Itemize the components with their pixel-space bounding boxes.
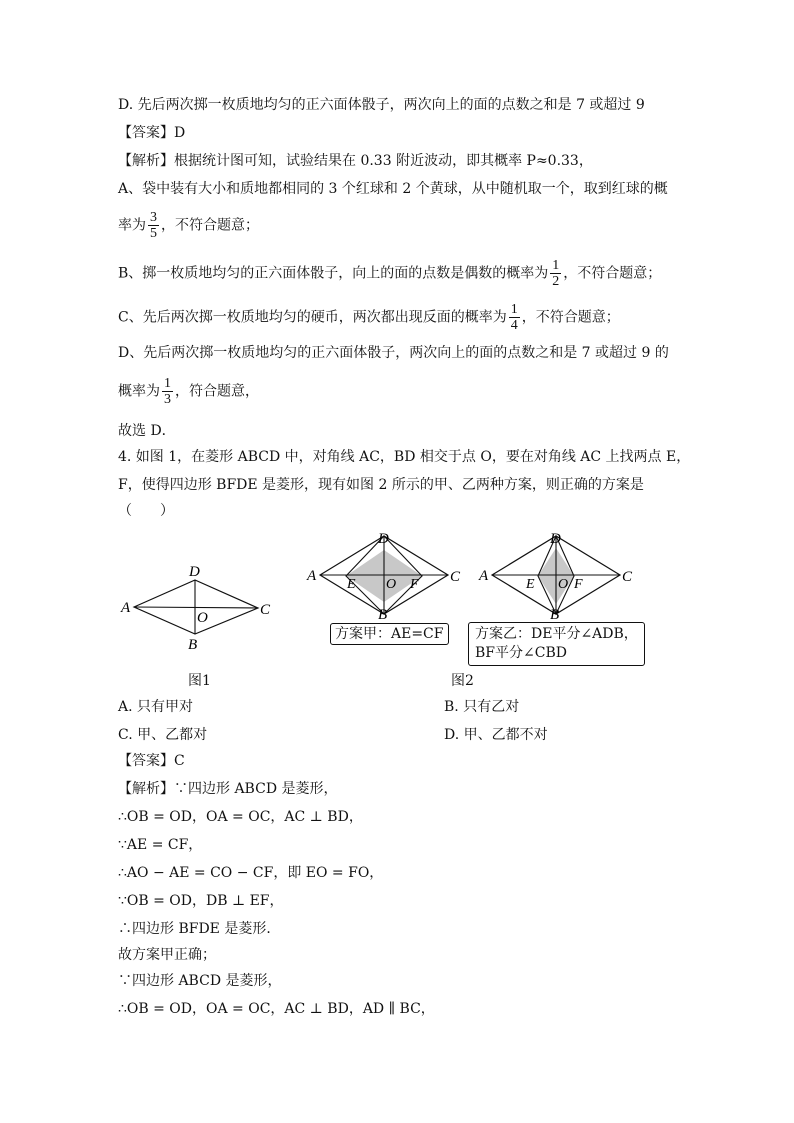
solution-line-9: ∴OB = OD，OA = OC，AC ⊥ BD，AD ∥ BC， (118, 1001, 435, 1017)
label-e: E (347, 577, 356, 592)
figure-1-rhombus (118, 560, 278, 660)
label-b: B (188, 637, 198, 653)
diagonal-ac (134, 607, 258, 608)
frac-num: 1 (164, 376, 171, 391)
frac-num: 1 (510, 302, 518, 317)
text-post: ，符合题意， (175, 383, 259, 400)
question-4-line2: F，使得四边形 BFDE 是菱形，现有如图 2 所示的甲、乙两种方案，则正确的方案是 (118, 477, 644, 493)
choose-answer: 故选 D． (118, 423, 176, 439)
text-post: ，不符合题意； (563, 265, 662, 282)
analysis-d-line1: D、先后两次掷一枚质地均匀的正六面体骰子，两次向上的面的点数之和是 7 或超过 9 的 (118, 345, 669, 361)
label-e: E (526, 577, 535, 592)
fraction-1-2 (550, 258, 561, 289)
fraction-1-4 (509, 302, 520, 333)
solution-line-2: ∴OB = OD，OA = OC，AC ⊥ BD， (118, 809, 363, 825)
frac-den: 4 (510, 318, 518, 333)
frac-den: 2 (552, 274, 560, 289)
solution-line-6: ∴四边形 BFDE 是菱形． (118, 921, 281, 937)
label-d: D (378, 531, 389, 547)
analysis-a-line1: A、袋中装有大小和质地都相同的 3 个红球和 2 个黄球，从中随机取一个，取到红球的概 (118, 181, 668, 197)
label-a: A (479, 568, 489, 584)
label-o: O (386, 577, 397, 592)
figure-2-plan-yi (474, 526, 644, 626)
option-d-previous-question: D. 先后两次掷一枚质地均匀的正六面体骰子，两次向上的面的点数之和是 7 或超过 9 (118, 97, 645, 113)
text-pre: 概率为 (118, 383, 160, 400)
option-b: B. 只有乙对 (444, 699, 520, 715)
label-c: C (450, 569, 461, 585)
figure-2-plan-jia (302, 526, 472, 626)
label-b: B (378, 607, 388, 623)
question-4-line3: （ ） (118, 503, 174, 519)
plan-yi-text-2: BF平分∠CBD (475, 645, 567, 661)
text-post: ，不符合题意； (161, 217, 259, 234)
option-c: C. 甲、乙都对 (118, 727, 208, 743)
label-c: C (260, 602, 271, 618)
figure-2-caption: 图2 (451, 673, 474, 689)
label-o: O (197, 610, 208, 626)
fraction-1-3 (162, 376, 173, 407)
option-d: D. 甲、乙都不对 (444, 727, 548, 743)
label-a: A (307, 568, 317, 584)
option-a: A. 只有甲对 (118, 699, 194, 715)
figure-1-caption: 图1 (188, 673, 211, 689)
label-b: B (550, 607, 560, 623)
analysis-d-line2 (118, 376, 259, 407)
question-4-line1: 4. 如图 1，在菱形 ABCD 中，对角线 AC，BD 相交于点 O，要在对角线 AC 上找两点 E， (118, 449, 691, 465)
text-pre: C、先后两次掷一枚质地均匀的硬币，两次都出现反面的概率为 (118, 309, 507, 326)
plan-yi-text-1: 方案乙：DE平分∠ADB， (475, 626, 638, 642)
solution-line-7: 故方案甲正确； (118, 947, 216, 963)
analysis-c-line (118, 302, 620, 333)
text-post: ，不符合题意； (521, 309, 620, 326)
label-f: F (410, 577, 419, 592)
solution-line-4: ∴AO − AE = CO − CF，即 EO = FO， (118, 865, 384, 881)
solution-line-3: ∵AE = CF， (118, 837, 203, 853)
analysis-line-1: 【解析】根据统计图可知，试验结果在 0.33 附近波动，即其概率 P≈0.33， (118, 153, 593, 169)
plan-jia-box (330, 623, 449, 645)
label-o: O (558, 577, 569, 592)
label-d: D (189, 564, 200, 580)
plan-yi-box (468, 622, 645, 666)
text-pre: 率为 (118, 217, 146, 234)
plan-jia-text: 方案甲：AE=CF (335, 626, 444, 642)
solution-line-8: ∵四边形 ABCD 是菱形， (118, 973, 282, 989)
label-c: C (622, 569, 633, 585)
frac-num: 3 (150, 210, 157, 225)
fraction-3-5 (148, 210, 159, 241)
text-pre: B、掷一枚质地均匀的正六面体骰子，向上的面的点数是偶数的概率为 (118, 265, 549, 282)
solution-line-5: ∵OB = OD，DB ⊥ EF， (118, 893, 284, 909)
answer-label-1: 【答案】D (118, 125, 186, 141)
frac-den: 5 (150, 226, 157, 241)
analysis-a-line2 (118, 210, 259, 241)
solution-line-1: 【解析】∵四边形 ABCD 是菱形， (118, 781, 338, 797)
label-a: A (121, 600, 131, 616)
answer-label-2: 【答案】C (118, 753, 185, 769)
frac-den: 3 (164, 392, 171, 407)
label-f: F (574, 577, 583, 592)
analysis-b-line (118, 258, 661, 289)
frac-num: 1 (552, 258, 560, 273)
label-d: D (550, 531, 561, 547)
